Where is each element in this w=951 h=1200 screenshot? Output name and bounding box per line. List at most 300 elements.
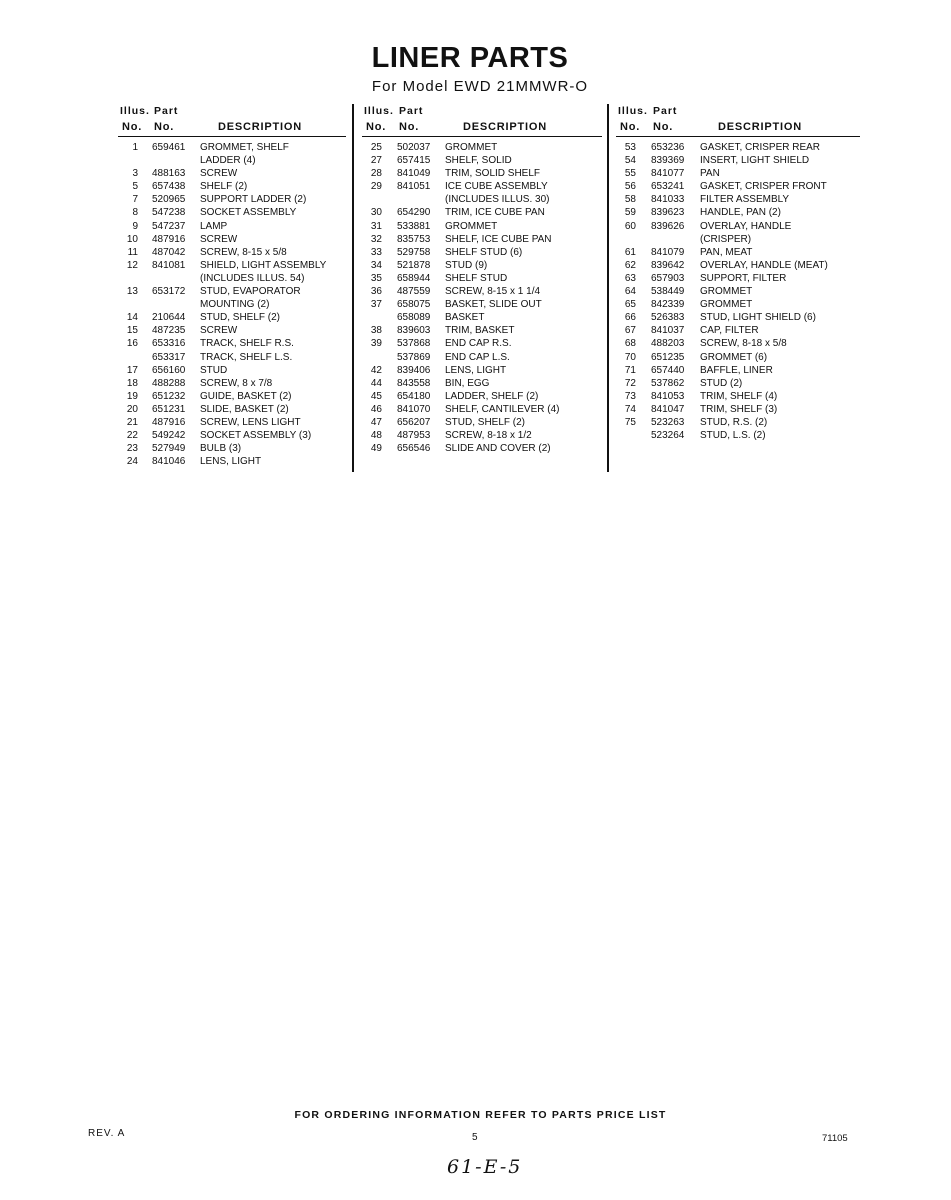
table-row [362, 206, 602, 219]
part-description: STUD, L.S. (2) [700, 430, 766, 442]
part-number: 656207 [397, 416, 431, 428]
part-description: SHELF, SOLID [445, 155, 512, 167]
part-number: 656546 [397, 443, 431, 455]
illus-number: 44 [370, 377, 382, 389]
part-description: STUD, R.S. (2) [700, 416, 768, 428]
header-illus: Illus. [120, 105, 150, 117]
illus-number: 61 [624, 246, 636, 258]
part-description: GROMMET (6) [700, 351, 768, 363]
part-number: 526383 [651, 312, 685, 324]
part-number: 657415 [397, 155, 431, 167]
header-illus: Illus. [618, 105, 648, 117]
page-title: LINER PARTS [371, 42, 569, 74]
header-description: DESCRIPTION [463, 121, 547, 133]
table-row [616, 403, 860, 416]
part-number: 651231 [152, 403, 186, 415]
illus-number: 38 [370, 325, 382, 337]
part-number: 523264 [651, 430, 685, 442]
part-description: (INCLUDES ILLUS. 30) [445, 194, 550, 206]
illus-number: 72 [624, 377, 636, 389]
illus-number: 59 [624, 207, 636, 219]
part-number: 658075 [397, 299, 431, 311]
part-number: 527949 [152, 443, 186, 455]
part-description: PAN [700, 168, 720, 180]
part-number: 835753 [397, 233, 431, 245]
table-row [362, 285, 602, 298]
part-number: 537868 [397, 338, 431, 350]
part-description: END CAP R.S. [445, 338, 512, 350]
part-number: 653317 [152, 351, 186, 363]
header-row-2 [616, 119, 860, 137]
part-description: PAN, MEAT [700, 246, 753, 258]
table-row [118, 364, 346, 377]
table-row [616, 272, 860, 285]
header-row-1 [362, 103, 602, 119]
parts-column [616, 103, 860, 442]
part-number: 488288 [152, 377, 186, 389]
table-row [362, 337, 602, 350]
header-row-1 [118, 103, 346, 119]
part-number: 839369 [651, 155, 685, 167]
part-number: 841077 [651, 168, 685, 180]
illus-number: 36 [370, 286, 382, 298]
illus-number: 45 [370, 390, 382, 402]
part-description: SCREW [200, 233, 238, 245]
part-description: SCREW, 8-18 x 1/2 [445, 430, 532, 442]
table-row [118, 220, 346, 233]
part-description: SHELF STUD [445, 272, 508, 284]
illus-number: 24 [126, 456, 138, 468]
header-description: DESCRIPTION [218, 121, 302, 133]
part-number: 841051 [397, 181, 431, 193]
illus-number: 49 [370, 443, 382, 455]
illus-number: 65 [624, 299, 636, 311]
table-row [362, 167, 602, 180]
table-row [362, 364, 602, 377]
part-number: 653236 [651, 142, 685, 153]
parts-list [616, 137, 860, 442]
part-description: TRACK, SHELF R.S. [200, 338, 294, 350]
table-row [616, 259, 860, 272]
page-number: 5 [472, 1132, 478, 1143]
document-code: 71105 [822, 1133, 848, 1144]
part-description: SCREW, 8-15 x 5/8 [200, 246, 287, 258]
column-divider [352, 104, 354, 472]
illus-number: 34 [370, 259, 382, 271]
part-number: 653316 [152, 338, 186, 350]
part-number: 841070 [397, 403, 431, 415]
part-description: TRIM, ICE CUBE PAN [445, 207, 545, 219]
table-row [362, 390, 602, 403]
illus-number: 31 [370, 220, 382, 232]
table-row [616, 233, 860, 246]
illus-number: 39 [370, 338, 382, 350]
part-number: 653241 [651, 181, 685, 193]
illus-number: 12 [126, 259, 138, 271]
table-row [118, 442, 346, 455]
illus-number: 48 [370, 430, 382, 442]
illus-number: 75 [624, 416, 636, 428]
handwritten-note: 61-E-5 [447, 1156, 523, 1178]
part-number: 521878 [397, 259, 431, 271]
illus-number: 29 [370, 181, 382, 193]
illus-number: 63 [624, 272, 636, 284]
header-row-1 [616, 103, 860, 119]
part-description: LENS, LIGHT [200, 456, 262, 468]
table-row [118, 403, 346, 416]
illus-number: 21 [126, 416, 138, 428]
part-number: 653172 [152, 286, 186, 298]
part-description: SUPPORT, FILTER [700, 272, 787, 284]
part-number: 547237 [152, 220, 186, 232]
table-row [118, 167, 346, 180]
part-description: GASKET, CRISPER REAR [700, 142, 821, 153]
part-description: MOUNTING (2) [200, 299, 270, 311]
part-number: 488203 [651, 338, 685, 350]
part-number: 841037 [651, 325, 685, 337]
part-description: STUD, SHELF (2) [200, 312, 281, 324]
part-description: SHELF, CANTILEVER (4) [445, 403, 560, 415]
table-row [616, 351, 860, 364]
part-number: 656160 [152, 364, 186, 376]
part-description: BIN, EGG [445, 377, 490, 389]
part-number: 210644 [152, 312, 186, 324]
part-number: 841081 [152, 259, 186, 271]
illus-number: 1 [132, 142, 138, 153]
table-row [362, 298, 602, 311]
part-description: BASKET, SLIDE OUT [445, 299, 542, 311]
part-number: 839406 [397, 364, 431, 376]
table-row [118, 324, 346, 337]
header-illus: Illus. [364, 105, 394, 117]
table-row [362, 311, 602, 324]
illus-number: 53 [624, 142, 636, 153]
table-row [118, 180, 346, 193]
illus-number: 22 [126, 430, 138, 442]
part-description: SCREW, 8-15 x 1 1/4 [445, 286, 541, 298]
table-row [616, 141, 860, 154]
table-row [362, 351, 602, 364]
illus-number: 16 [126, 338, 138, 350]
table-row [118, 337, 346, 350]
table-row [362, 416, 602, 429]
part-number: 520965 [152, 194, 186, 206]
illus-number: 70 [624, 351, 636, 363]
part-description: CAP, FILTER [700, 325, 759, 337]
illus-number: 9 [132, 220, 138, 232]
table-row [118, 455, 346, 468]
table-row [616, 246, 860, 259]
part-description: SCREW [200, 168, 238, 180]
part-description: SOCKET ASSEMBLY [200, 207, 297, 219]
illus-number: 32 [370, 233, 382, 245]
header-illus-no: No. [620, 121, 641, 133]
illus-number: 62 [624, 259, 636, 271]
part-number: 654180 [397, 390, 431, 402]
table-row [616, 377, 860, 390]
table-row [118, 272, 346, 285]
part-description: OVERLAY, HANDLE (MEAT) [700, 259, 828, 271]
part-description: SHIELD, LIGHT ASSEMBLY [200, 259, 327, 271]
part-description: GROMMET, SHELF [200, 142, 289, 153]
table-row [362, 154, 602, 167]
table-row [362, 429, 602, 442]
part-description: SHELF (2) [200, 181, 248, 193]
illus-number: 28 [370, 168, 382, 180]
table-row [362, 324, 602, 337]
part-number: 523263 [651, 416, 685, 428]
part-number: 487235 [152, 325, 186, 337]
table-row [616, 298, 860, 311]
table-row [118, 206, 346, 219]
part-number: 651235 [651, 351, 685, 363]
part-description: ICE CUBE ASSEMBLY [445, 181, 548, 193]
table-row [362, 259, 602, 272]
part-number: 658944 [397, 272, 431, 284]
header-description: DESCRIPTION [718, 121, 802, 133]
table-row [362, 180, 602, 193]
illus-number: 74 [624, 403, 636, 415]
table-row [616, 429, 860, 442]
part-number: 488163 [152, 168, 186, 180]
table-row [616, 193, 860, 206]
part-description: STUD [200, 364, 228, 376]
part-description: SCREW [200, 325, 238, 337]
parts-column [118, 103, 346, 468]
parts-column [362, 103, 602, 455]
illus-number: 8 [132, 207, 138, 219]
table-row [118, 429, 346, 442]
illus-number: 54 [624, 155, 636, 167]
part-number: 487916 [152, 416, 186, 428]
table-row [118, 193, 346, 206]
revision-label: REV. A [88, 1128, 126, 1139]
part-description: TRIM, SHELF (3) [700, 403, 778, 415]
part-description: STUD, SHELF (2) [445, 416, 526, 428]
table-row [616, 206, 860, 219]
part-description: GASKET, CRISPER FRONT [700, 181, 827, 193]
part-description: SCREW, 8 x 7/8 [200, 377, 273, 389]
table-row [616, 364, 860, 377]
part-description: SUPPORT LADDER (2) [200, 194, 307, 206]
table-row [362, 246, 602, 259]
part-description: GROMMET [445, 220, 498, 232]
part-description: SHELF STUD (6) [445, 246, 523, 258]
table-row [118, 154, 346, 167]
part-number: 841046 [152, 456, 186, 468]
part-number: 529758 [397, 246, 431, 258]
header-part-no: No. [653, 121, 674, 133]
part-description: TRIM, BASKET [445, 325, 515, 337]
part-description: SOCKET ASSEMBLY (3) [200, 430, 312, 442]
illus-number: 19 [126, 390, 138, 402]
part-number: 537862 [651, 377, 685, 389]
table-row [616, 324, 860, 337]
illus-number: 17 [126, 364, 138, 376]
part-number: 841079 [651, 246, 685, 258]
part-description: STUD, EVAPORATOR [200, 286, 301, 298]
table-row [362, 272, 602, 285]
table-row [616, 220, 860, 233]
part-description: LADDER, SHELF (2) [445, 390, 539, 402]
part-description: LADDER (4) [200, 155, 256, 167]
part-number: 843558 [397, 377, 431, 389]
part-number: 839626 [651, 220, 685, 232]
illus-number: 3 [132, 168, 138, 180]
header-row-2 [362, 119, 602, 137]
illus-number: 14 [126, 312, 138, 324]
table-row [118, 311, 346, 324]
part-description: (CRISPER) [700, 233, 752, 245]
part-number: 487953 [397, 430, 431, 442]
part-number: 841053 [651, 390, 685, 402]
table-row [118, 351, 346, 364]
table-row [118, 377, 346, 390]
table-row [118, 233, 346, 246]
illus-number: 60 [624, 220, 636, 232]
part-number: 549242 [152, 430, 186, 442]
illus-number: 46 [370, 403, 382, 415]
part-description: (INCLUDES ILLUS. 54) [200, 272, 305, 284]
header-row-2 [118, 119, 346, 137]
part-description: TRIM, SHELF (4) [700, 390, 778, 402]
illus-number: 68 [624, 338, 636, 350]
part-number: 658089 [397, 312, 431, 324]
parts-list [118, 137, 346, 468]
part-description: SLIDE, BASKET (2) [200, 403, 289, 415]
part-number: 537869 [397, 351, 431, 363]
part-description: FILTER ASSEMBLY [700, 194, 790, 206]
header-part: Part [653, 105, 678, 117]
part-number: 502037 [397, 142, 431, 153]
part-number: 651232 [152, 390, 186, 402]
part-number: 839603 [397, 325, 431, 337]
part-number: 487559 [397, 286, 431, 298]
table-row [118, 390, 346, 403]
part-number: 657440 [651, 364, 685, 376]
part-description: TRACK, SHELF L.S. [200, 351, 293, 363]
part-description: GUIDE, BASKET (2) [200, 390, 292, 402]
table-row [616, 390, 860, 403]
header-part: Part [154, 105, 179, 117]
table-row [616, 337, 860, 350]
illus-number: 35 [370, 272, 382, 284]
table-row [118, 416, 346, 429]
table-row [362, 442, 602, 455]
part-number: 657903 [651, 272, 685, 284]
part-number: 841047 [651, 403, 685, 415]
illus-number: 66 [624, 312, 636, 324]
table-row [118, 259, 346, 272]
part-description: STUD, LIGHT SHIELD (6) [700, 312, 816, 324]
table-row [616, 154, 860, 167]
illus-number: 25 [370, 142, 382, 153]
header-illus-no: No. [122, 121, 143, 133]
illus-number: 47 [370, 416, 382, 428]
table-row [362, 233, 602, 246]
ordering-note: FOR ORDERING INFORMATION REFER TO PARTS PRICE LIST [294, 1109, 667, 1121]
table-row [616, 311, 860, 324]
part-number: 657438 [152, 181, 186, 193]
illus-number: 5 [132, 181, 138, 193]
part-description: LAMP [200, 220, 228, 232]
part-description: INSERT, LIGHT SHIELD [700, 155, 810, 167]
illus-number: 13 [126, 286, 138, 298]
parts-list [362, 137, 602, 455]
table-row [118, 298, 346, 311]
part-number: 841033 [651, 194, 685, 206]
part-number: 538449 [651, 286, 685, 298]
table-row [616, 285, 860, 298]
table-row [616, 167, 860, 180]
part-description: END CAP L.S. [445, 351, 510, 363]
header-part: Part [399, 105, 424, 117]
table-row [616, 416, 860, 429]
table-row [616, 180, 860, 193]
table-row [118, 141, 346, 154]
part-number: 839642 [651, 259, 685, 271]
part-number: 533881 [397, 220, 431, 232]
illus-number: 58 [624, 194, 636, 206]
illus-number: 11 [127, 246, 138, 258]
part-description: SLIDE AND COVER (2) [445, 443, 551, 455]
illus-number: 20 [126, 403, 138, 415]
part-number: 841049 [397, 168, 431, 180]
table-row [362, 403, 602, 416]
illus-number: 56 [624, 181, 636, 193]
part-description: LENS, LIGHT [445, 364, 507, 376]
illus-number: 18 [126, 377, 138, 389]
illus-number: 15 [126, 325, 138, 337]
part-number: 842339 [651, 299, 685, 311]
part-description: TRIM, SOLID SHELF [445, 168, 541, 180]
part-description: GROMMET [700, 299, 753, 311]
header-part-no: No. [399, 121, 420, 133]
part-description: BASKET [445, 312, 485, 324]
part-description: SCREW, 8-18 x 5/8 [700, 338, 787, 350]
part-number: 654290 [397, 207, 431, 219]
part-description: BAFFLE, LINER [700, 364, 773, 376]
part-number: 487916 [152, 233, 186, 245]
table-row [118, 285, 346, 298]
part-description: SCREW, LENS LIGHT [200, 416, 301, 428]
illus-number: 71 [624, 364, 636, 376]
table-row [362, 141, 602, 154]
illus-number: 37 [370, 299, 382, 311]
part-description: OVERLAY, HANDLE [700, 220, 792, 232]
part-number: 839623 [651, 207, 685, 219]
table-row [362, 377, 602, 390]
illus-number: 67 [624, 325, 636, 337]
part-description: BULB (3) [200, 443, 242, 455]
table-row [362, 220, 602, 233]
part-number: 547238 [152, 207, 186, 219]
column-divider [607, 104, 609, 472]
illus-number: 30 [370, 207, 382, 219]
table-row [118, 246, 346, 259]
illus-number: 64 [624, 286, 636, 298]
header-part-no: No. [154, 121, 175, 133]
part-description: GROMMET [445, 142, 498, 153]
part-description: GROMMET [700, 286, 753, 298]
illus-number: 42 [370, 364, 382, 376]
part-description: STUD (9) [445, 259, 488, 271]
illus-number: 7 [132, 194, 138, 206]
illus-number: 23 [126, 443, 138, 455]
illus-number: 10 [126, 233, 138, 245]
model-subtitle: For Model EWD 21MMWR-O [371, 78, 589, 95]
part-description: STUD (2) [700, 377, 743, 389]
